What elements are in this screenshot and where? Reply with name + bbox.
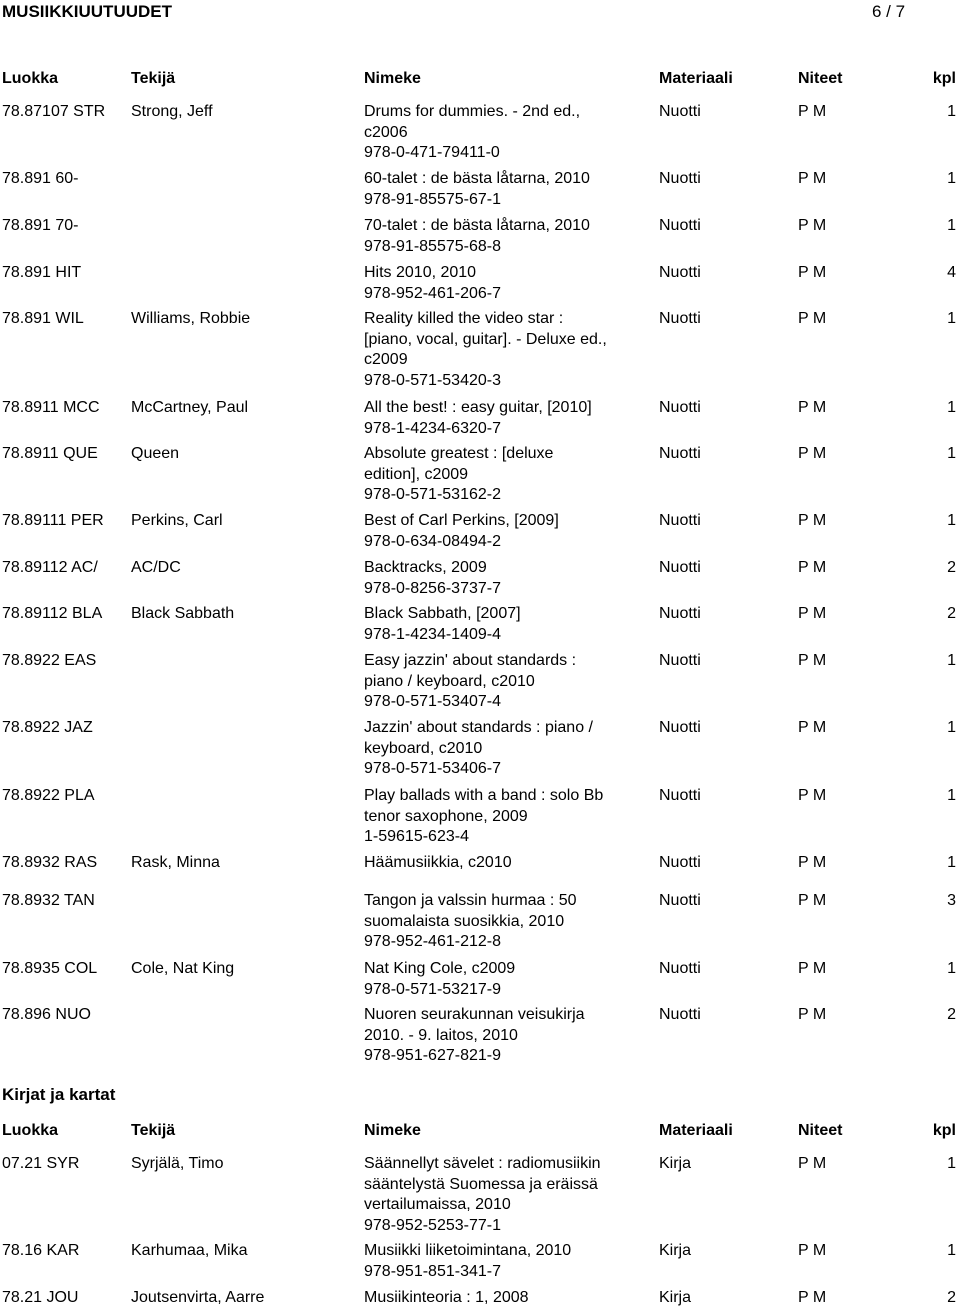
cell-tekija: Strong, Jeff bbox=[131, 103, 213, 120]
section-title: Kirjat ja kartat bbox=[2, 1085, 116, 1104]
cell-kpl: 1 bbox=[947, 854, 956, 871]
column-header-luokka: Luokka bbox=[2, 70, 59, 87]
cell-tekija: Queen bbox=[131, 445, 180, 462]
column-header-luokka: Luokka bbox=[2, 1122, 59, 1139]
cell-niteet: P M bbox=[798, 103, 827, 120]
cell-nimeke-line: 978-0-571-53420-3 bbox=[364, 371, 501, 389]
cell-nimeke-line: 978-0-571-53406-7 bbox=[364, 760, 501, 777]
cell-kpl: 1 bbox=[947, 787, 956, 804]
cell-nimeke-line: 978-952-461-206-7 bbox=[364, 284, 501, 302]
column-header-kpl: kpl bbox=[932, 1122, 956, 1139]
cell-luokka: 78.891 WIL bbox=[2, 310, 84, 327]
cell-materiaali: Nuotti bbox=[659, 652, 701, 669]
cell-niteet: P M bbox=[798, 264, 827, 281]
cell-nimeke-line: 978-1-4234-1409-4 bbox=[364, 625, 501, 643]
cell-nimeke-line: Absolute greatest : [deluxe bbox=[364, 445, 554, 462]
cell-niteet: P M bbox=[798, 652, 827, 669]
cell-nimeke-line: Drums for dummies. - 2nd ed., bbox=[364, 103, 581, 120]
cell-materiaali: Nuotti bbox=[659, 960, 701, 977]
cell-luokka: 78.21 JOU bbox=[2, 1289, 79, 1306]
cell-kpl: 1 bbox=[947, 512, 956, 529]
cell-tekija: Williams, Robbie bbox=[131, 310, 251, 327]
cell-materiaali: Nuotti bbox=[659, 719, 701, 736]
cell-kpl: 3 bbox=[947, 892, 956, 909]
cell-kpl: 1 bbox=[947, 1155, 956, 1172]
cell-nimeke-line: Easy jazzin' about standards : bbox=[364, 652, 577, 669]
cell-nimeke-line: 978-91-85575-67-1 bbox=[364, 190, 501, 208]
cell-niteet: P M bbox=[798, 399, 827, 416]
cell-tekija: Black Sabbath bbox=[131, 605, 235, 622]
document-title: MUSIIKKIUUTUUDET bbox=[2, 2, 172, 21]
cell-kpl: 1 bbox=[947, 399, 956, 416]
cell-nimeke-line: Nuoren seurakunnan veisukirja bbox=[364, 1006, 585, 1023]
cell-niteet: P M bbox=[798, 512, 827, 529]
cell-materiaali: Nuotti bbox=[659, 217, 701, 234]
cell-kpl: 2 bbox=[947, 1006, 956, 1023]
cell-luokka: 78.16 KAR bbox=[2, 1242, 80, 1259]
page-number: 6 / 7 bbox=[872, 2, 906, 21]
cell-nimeke-line: 60-talet : de bästa låtarna, 2010 bbox=[364, 170, 590, 187]
cell-luokka: 07.21 SYR bbox=[2, 1155, 80, 1172]
cell-nimeke-line: 70-talet : de bästa låtarna, 2010 bbox=[364, 217, 590, 234]
cell-nimeke-line: Best of Carl Perkins, [2009] bbox=[364, 512, 559, 529]
cell-tekija: Cole, Nat King bbox=[131, 960, 235, 977]
cell-nimeke-line: Säännellyt sävelet : radiomusiikin bbox=[364, 1155, 601, 1172]
column-header-niteet: Niteet bbox=[798, 1122, 843, 1139]
cell-materiaali: Nuotti bbox=[659, 264, 701, 281]
cell-materiaali: Nuotti bbox=[659, 512, 701, 529]
cell-kpl: 2 bbox=[947, 605, 956, 622]
cell-materiaali: Nuotti bbox=[659, 170, 701, 187]
cell-nimeke-line: tenor saxophone, 2009 bbox=[364, 807, 528, 825]
cell-niteet: P M bbox=[798, 170, 827, 187]
cell-luokka: 78.891 HIT bbox=[2, 264, 82, 281]
cell-nimeke-line: sääntelystä Suomessa ja eräissä bbox=[364, 1175, 598, 1193]
cell-luokka: 78.89112 BLA bbox=[2, 605, 103, 622]
column-header-nimeke: Nimeke bbox=[364, 70, 421, 87]
cell-nimeke-line: Backtracks, 2009 bbox=[364, 559, 487, 576]
cell-nimeke-line: piano / keyboard, c2010 bbox=[364, 672, 535, 690]
cell-niteet: P M bbox=[798, 1006, 827, 1023]
cell-luokka: 78.896 NUO bbox=[2, 1006, 91, 1023]
cell-tekija: Joutsenvirta, Aarre bbox=[131, 1289, 265, 1306]
cell-niteet: P M bbox=[798, 719, 827, 736]
cell-luokka: 78.89112 AC/ bbox=[2, 559, 98, 576]
cell-materiaali: Nuotti bbox=[659, 559, 701, 576]
cell-materiaali: Nuotti bbox=[659, 1006, 701, 1023]
cell-nimeke-line: 978-1-4234-6320-7 bbox=[364, 419, 501, 437]
cell-materiaali: Nuotti bbox=[659, 892, 701, 909]
cell-nimeke-line: Häämusiikkia, c2010 bbox=[364, 854, 512, 871]
cell-niteet: P M bbox=[798, 854, 827, 871]
column-header-tekija: Tekijä bbox=[131, 70, 176, 87]
cell-tekija: Perkins, Carl bbox=[131, 512, 223, 529]
cell-niteet: P M bbox=[798, 1155, 827, 1172]
cell-materiaali: Nuotti bbox=[659, 854, 701, 871]
cell-niteet: P M bbox=[798, 559, 827, 576]
cell-nimeke-line: 2010. - 9. laitos, 2010 bbox=[364, 1026, 518, 1044]
cell-nimeke-line: Reality killed the video star : bbox=[364, 310, 564, 327]
cell-materiaali: Nuotti bbox=[659, 399, 701, 416]
cell-tekija: AC/DC bbox=[131, 559, 181, 576]
cell-niteet: P M bbox=[798, 310, 827, 327]
cell-tekija: McCartney, Paul bbox=[131, 399, 249, 416]
cell-kpl: 1 bbox=[947, 719, 956, 736]
cell-kpl: 2 bbox=[947, 1289, 956, 1306]
cell-materiaali: Kirja bbox=[659, 1155, 692, 1172]
cell-tekija: Rask, Minna bbox=[131, 854, 220, 871]
cell-luokka: 78.8922 EAS bbox=[2, 652, 97, 669]
cell-materiaali: Kirja bbox=[659, 1289, 692, 1306]
cell-materiaali: Nuotti bbox=[659, 445, 701, 462]
cell-kpl: 1 bbox=[947, 170, 956, 187]
cell-luokka: 78.8911 QUE bbox=[2, 445, 98, 462]
cell-materiaali: Nuotti bbox=[659, 310, 701, 327]
cell-niteet: P M bbox=[798, 960, 827, 977]
column-header-materiaali: Materiaali bbox=[659, 70, 733, 87]
cell-materiaali: Nuotti bbox=[659, 787, 701, 804]
cell-kpl: 2 bbox=[947, 559, 956, 576]
cell-niteet: P M bbox=[798, 892, 827, 909]
cell-kpl: 1 bbox=[947, 445, 956, 462]
cell-nimeke-line: edition], c2009 bbox=[364, 465, 469, 483]
cell-tekija: Karhumaa, Mika bbox=[131, 1242, 248, 1259]
cell-nimeke-line: 978-952-5253-77-1 bbox=[364, 1216, 501, 1234]
cell-luokka: 78.8932 TAN bbox=[2, 892, 95, 909]
cell-tekija: Syrjälä, Timo bbox=[131, 1155, 224, 1172]
cell-luokka: 78.87107 STR bbox=[2, 103, 106, 120]
cell-niteet: P M bbox=[798, 217, 827, 234]
cell-nimeke-line: 978-951-851-341-7 bbox=[364, 1262, 501, 1280]
cell-materiaali: Nuotti bbox=[659, 605, 701, 622]
cell-nimeke-line: Musiikki liiketoimintana, 2010 bbox=[364, 1242, 572, 1259]
cell-luokka: 78.8922 JAZ bbox=[2, 719, 93, 736]
cell-kpl: 1 bbox=[947, 217, 956, 234]
cell-nimeke-line: suomalaista suosikkia, 2010 bbox=[364, 912, 565, 930]
cell-nimeke-line: 978-951-627-821-9 bbox=[364, 1047, 501, 1064]
cell-luokka: 78.891 70- bbox=[2, 217, 79, 234]
cell-nimeke-line: c2006 bbox=[364, 123, 408, 141]
cell-nimeke-line: Tangon ja valssin hurmaa : 50 bbox=[364, 892, 577, 909]
cell-materiaali: Nuotti bbox=[659, 103, 701, 120]
cell-kpl: 1 bbox=[947, 310, 956, 327]
cell-nimeke-line: Hits 2010, 2010 bbox=[364, 264, 477, 281]
cell-nimeke-line: Nat King Cole, c2009 bbox=[364, 960, 516, 977]
cell-nimeke-line: 978-0-8256-3737-7 bbox=[364, 579, 501, 597]
cell-luokka: 78.891 60- bbox=[2, 170, 79, 187]
cell-niteet: P M bbox=[798, 605, 827, 622]
column-header-kpl: kpl bbox=[932, 70, 956, 87]
column-header-materiaali: Materiaali bbox=[659, 1122, 733, 1139]
cell-nimeke-line: Black Sabbath, [2007] bbox=[364, 605, 521, 622]
cell-nimeke-line: 978-0-571-53407-4 bbox=[364, 693, 501, 710]
cell-niteet: P M bbox=[798, 445, 827, 462]
cell-nimeke-line: c2009 bbox=[364, 351, 408, 368]
column-header-nimeke: Nimeke bbox=[364, 1122, 421, 1139]
cell-kpl: 1 bbox=[947, 103, 956, 120]
cell-niteet: P M bbox=[798, 1289, 827, 1306]
cell-nimeke-line: keyboard, c2010 bbox=[364, 739, 483, 757]
cell-nimeke-line: [piano, vocal, guitar]. - Deluxe ed., bbox=[364, 330, 607, 348]
cell-nimeke-line: 978-0-571-53162-2 bbox=[364, 486, 501, 503]
cell-kpl: 4 bbox=[947, 264, 956, 281]
cell-kpl: 1 bbox=[947, 652, 956, 669]
cell-nimeke-line: 978-91-85575-68-8 bbox=[364, 237, 501, 255]
cell-kpl: 1 bbox=[947, 1242, 956, 1259]
cell-kpl: 1 bbox=[947, 960, 956, 977]
cell-nimeke-line: 978-0-571-53217-9 bbox=[364, 980, 501, 998]
cell-luokka: 78.8932 RAS bbox=[2, 854, 98, 871]
cell-nimeke-line: vertailumaissa, 2010 bbox=[364, 1196, 511, 1213]
cell-niteet: P M bbox=[798, 1242, 827, 1259]
column-header-niteet: Niteet bbox=[798, 70, 843, 87]
cell-luokka: 78.8911 MCC bbox=[2, 399, 100, 416]
cell-nimeke-line: Play ballads with a band : solo Bb bbox=[364, 787, 604, 804]
cell-nimeke-line: Musiikinteoria : 1, 2008 bbox=[364, 1289, 529, 1306]
cell-nimeke-line: 978-0-634-08494-2 bbox=[364, 532, 501, 550]
cell-niteet: P M bbox=[798, 787, 827, 804]
column-header-tekija: Tekijä bbox=[131, 1122, 176, 1139]
cell-nimeke-line: All the best! : easy guitar, [2010] bbox=[364, 399, 592, 416]
cell-materiaali: Kirja bbox=[659, 1242, 692, 1259]
cell-luokka: 78.8935 COL bbox=[2, 960, 98, 977]
cell-nimeke-line: 978-952-461-212-8 bbox=[364, 933, 501, 950]
cell-nimeke-line: Jazzin' about standards : piano / bbox=[364, 719, 593, 736]
cell-nimeke-line: 978-0-471-79411-0 bbox=[364, 144, 500, 161]
cell-luokka: 78.89111 PER bbox=[2, 512, 104, 529]
cell-luokka: 78.8922 PLA bbox=[2, 787, 95, 804]
cell-nimeke-line: 1-59615-623-4 bbox=[364, 828, 469, 845]
